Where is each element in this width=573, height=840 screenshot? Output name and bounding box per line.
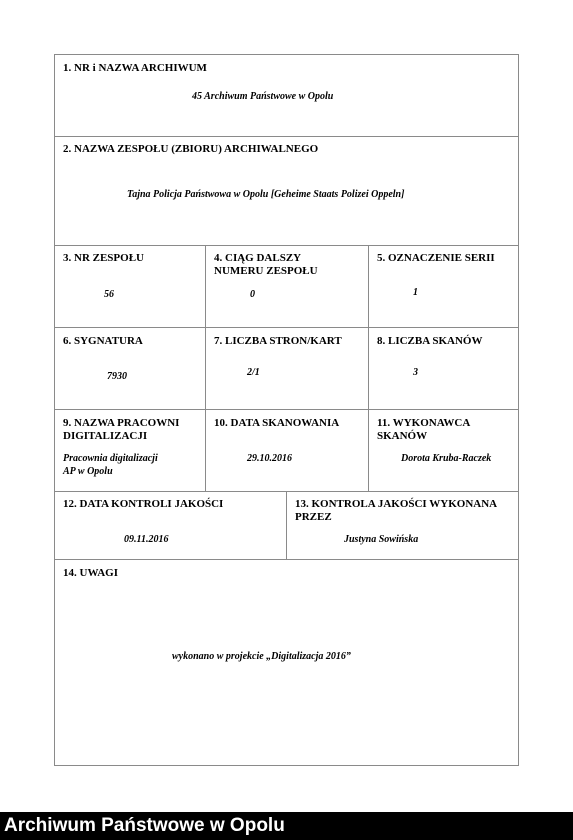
field-label-digitization-lab: 9. NAZWA PRACOWNI DIGITALIZACJI — [63, 417, 180, 442]
column-divider — [368, 245, 369, 491]
field-label-fonds-name: 2. NAZWA ZESPOŁU (ZBIORU) ARCHIWALNEGO — [63, 143, 319, 155]
field-value-series: 1 — [413, 287, 418, 298]
field-label-qc-date: 12. DATA KONTROLI JAKOŚCI — [63, 498, 224, 510]
field-label-signature: 6. SYGNATURA — [63, 335, 143, 347]
row-divider — [54, 245, 519, 246]
field-label-archive: 1. NR i NAZWA ARCHIWUM — [63, 62, 207, 74]
field-value-signature: 7930 — [107, 371, 127, 382]
row-divider — [54, 409, 519, 410]
row-divider — [54, 136, 519, 137]
footer-banner: Archiwum Państwowe w Opolu — [0, 812, 573, 840]
field-value-archive: 45 Archiwum Państwowe w Opolu — [192, 91, 334, 102]
field-label-series: 5. OZNACZENIE SERII — [377, 252, 495, 264]
field-value-scan-operator: Dorota Kruba-Raczek — [401, 453, 492, 464]
column-divider — [205, 245, 206, 491]
field-label-remarks: 14. UWAGI — [63, 567, 119, 579]
field-label-fonds-continuation: 4. CIĄG DALSZY NUMERU ZESPOŁU — [214, 252, 318, 277]
field-value-remarks: wykonano w projekcie „Digitalizacja 2016” — [172, 651, 351, 662]
field-value-scan-date: 29.10.2016 — [247, 453, 292, 464]
field-label-qc-by: 13. KONTROLA JAKOŚCI WYKONANA PRZEZ — [295, 498, 498, 523]
field-label-scan-date: 10. DATA SKANOWANIA — [214, 417, 340, 429]
field-value-fonds-number: 56 — [104, 289, 114, 300]
field-label-fonds-number: 3. NR ZESPOŁU — [63, 252, 144, 264]
field-value-qc-by: Justyna Sowińska — [344, 534, 419, 545]
field-value-digitization-lab: Pracownia digitalizacji AP w Opolu — [63, 453, 158, 477]
field-label-page-count: 7. LICZBA STRON/KART — [214, 335, 342, 347]
column-divider — [286, 491, 287, 559]
field-value-fonds-name: Tajna Policja Państwowa w Opolu [Geheime Staats Polizei Oppeln] — [127, 189, 405, 200]
row-divider — [54, 327, 519, 328]
field-value-qc-date: 09.11.2016 — [124, 534, 169, 545]
field-value-scan-count: 3 — [413, 367, 418, 378]
field-label-scan-operator: 11. WYKONAWCA SKANÓW — [377, 417, 471, 442]
field-value-fonds-continuation: 0 — [250, 289, 255, 300]
row-divider — [54, 559, 519, 560]
field-value-page-count: 2/1 — [247, 367, 260, 378]
field-label-scan-count: 8. LICZBA SKANÓW — [377, 335, 483, 347]
